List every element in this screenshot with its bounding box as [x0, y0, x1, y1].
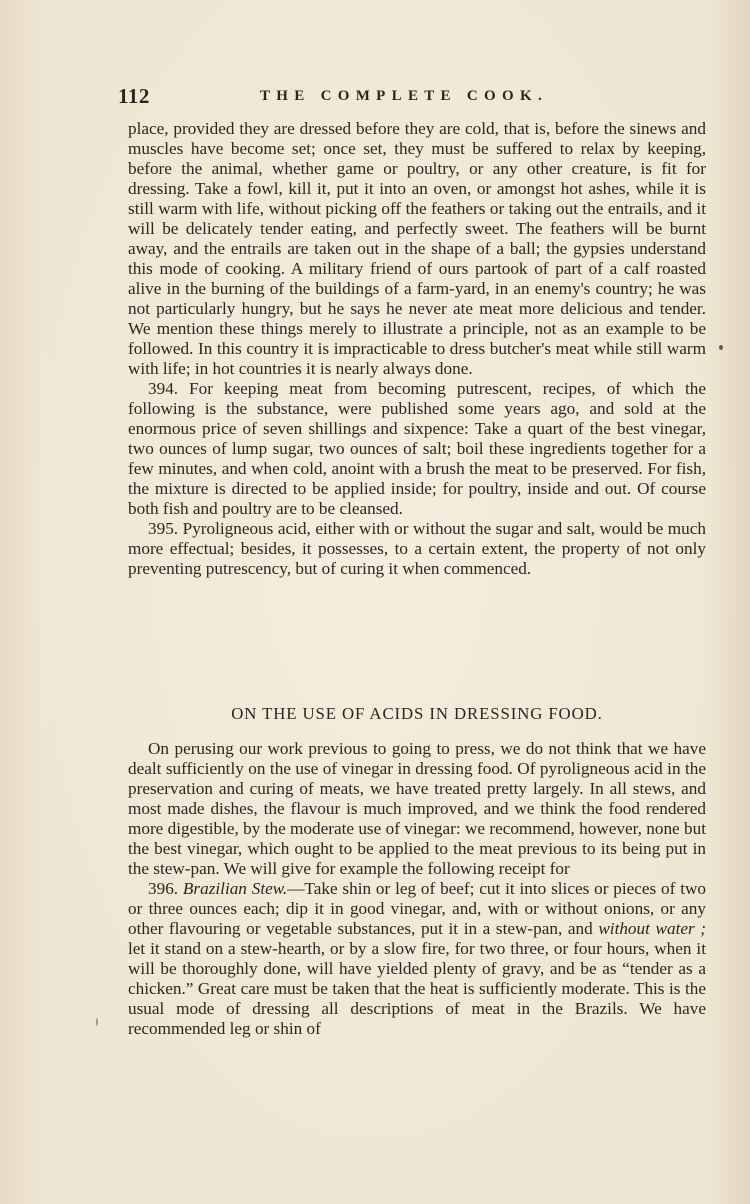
text-block-lower: [128, 739, 706, 1039]
paragraph-396-text-a: —Take shin or leg of beef; cut it into slices or pieces of two or three ounces each; dip it in good vinegar, and, with or without onions, or any other flavouring or vegetable substances, put it in a stew-pan, and: [128, 879, 706, 938]
text-block-upper: [128, 119, 706, 579]
paragraph-396: [128, 879, 706, 1039]
page-header: [118, 84, 708, 112]
paragraph-396-emphasis: without water ;: [598, 919, 707, 938]
section-heading: ON THE USE OF ACIDS IN DRESSING FOOD.: [231, 704, 603, 723]
paragraph-continuation: place, provided they are dressed before they are cold, that is, before the sinews and muscles have become set; once set, they must be suffered to relax by keeping, before the animal, whether game or poultry, or any other creature, is fit for dressing. Take a fowl, kill it, put it into an oven, or amongst hot ashes, while it is still warm with life, without picking off the feathers or taking out the entrails, and it will be delicately tender eating, and perfectly sweet. The feathers will be burnt away, and the entrails are taken out in the shape of a ball; the gypsies understand this mode of cooking. A military friend of ours partook of part of a calf roasted alive in the burning of the buildings of a farm-yard, in an enemy's country; he was not particularly hungry, but he says he never ate meat more delicious and tender. We mention these things merely to illustrate a principle, not as an example to be followed. In this country it is impracticable to dress butcher's meat while still warm with life; in hot countries it is nearly always done.: [128, 119, 706, 378]
paper-speck: [96, 1018, 98, 1026]
paragraph-intro: On perusing our work previous to going to press, we do not think that we have dealt sufficiently on the use of vinegar in dressing food. Of pyroligneous acid in the preservation and curing of meats, we have treated pretty largely. In all stews, and most made dishes, the flavour is much improved, and we think the food rendered more digestible, by the moderate use of vinegar: we recommend, however, none but the best vinegar, which ought to be applied to the meat previous to its being put in the stew-pan. We will give for example the following receipt for: [128, 739, 706, 878]
page-number: 112: [118, 84, 150, 108]
running-title: THE COMPLETE COOK.: [260, 88, 549, 104]
paragraph-396-title: Brazilian Stew.: [182, 879, 288, 898]
paper-speck: [719, 345, 723, 350]
paragraph-396-number: 396.: [148, 879, 179, 898]
paragraph-394: 394. For keeping meat from becoming putrescent, recipes, of which the following is the substance, were published some years ago, and sold at the enormous price of seven shillings and sixpence: Take a quart of the best vinegar, two ounces of lump sugar, two ounces of salt; boil these ingredients together for a few minutes, and when cold, anoint with a brush the meat to be preserved. For fish, the mixture is directed to be applied inside; for poultry, inside and out. Of course both fish and poultry are to be cleansed.: [128, 379, 706, 518]
paragraph-396-text-b: let it stand on a stew-hearth, or by a slow fire, for two three, or four hours, when it will be thoroughly done, will have yielded plenty of gravy, and be as “tender as a chicken.” Great care must be taken that the heat is sufficiently moderate. This is the usual mode of dressing all descriptions of meat in the Brazils. We have recommended leg or shin of: [128, 939, 706, 1038]
paragraph-395: 395. Pyroligneous acid, either with or without the sugar and salt, would be much more effectual; besides, it possesses, to a certain extent, the property of not only preventing putrescency, but of curing it when commenced.: [128, 519, 706, 578]
